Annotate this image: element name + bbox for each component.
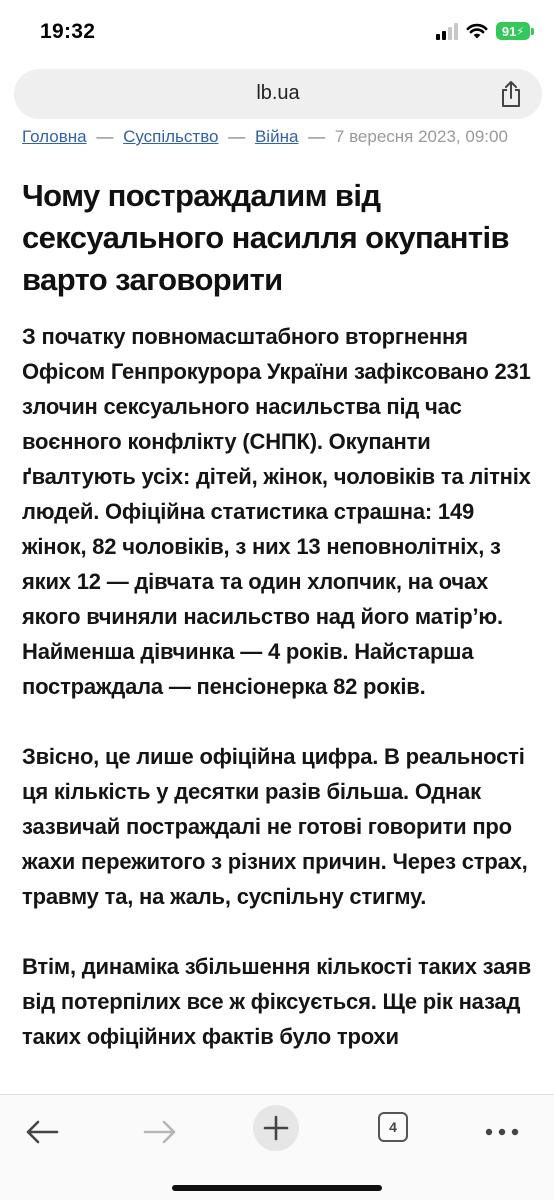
tabs-icon[interactable] [378, 1112, 408, 1142]
plus-icon [263, 1115, 289, 1141]
tab-count: 4 [389, 1119, 397, 1135]
status-bar [0, 0, 554, 66]
breadcrumb-society-link[interactable]: Суспільство [123, 127, 219, 146]
address-bar[interactable] [14, 69, 542, 119]
breadcrumb-separator: — [308, 127, 326, 146]
status-icons [436, 22, 530, 40]
breadcrumb-home-link[interactable]: Головна [22, 127, 87, 146]
breadcrumb-separator: — [228, 127, 246, 146]
more-icon [485, 1128, 519, 1136]
article-paragraph: Втім, динаміка збільшення кількості таких заяв від потерпілих все ж фіксується. Ще рік назад таких офіційних фактів було трохи [22, 954, 532, 1049]
breadcrumb [22, 127, 508, 147]
battery-level: 91 [501, 23, 517, 39]
battery-icon: 91 ⚡ [496, 22, 530, 40]
status-time: 19:32 [40, 20, 96, 43]
article-title: Чому постраждалим від сексуального насилля окупантів варто заговорити [22, 178, 509, 297]
article-date: 7 вересня 2023, 09:00 [334, 127, 508, 146]
breadcrumb-war-link[interactable]: Війна [254, 127, 299, 146]
forward-arrow-icon [142, 1119, 178, 1145]
browser-toolbar [0, 1094, 554, 1200]
breadcrumb-separator: — [96, 127, 114, 146]
home-indicator [172, 1185, 382, 1191]
url-text[interactable]: lb.ua [256, 82, 300, 104]
signal-icon [436, 22, 458, 40]
back-button[interactable] [20, 1107, 64, 1157]
article-body [22, 319, 537, 1089]
more-button[interactable] [482, 1107, 522, 1157]
new-tab-button[interactable] [253, 1105, 299, 1151]
back-arrow-icon [24, 1119, 60, 1145]
share-icon[interactable] [498, 79, 524, 109]
article-paragraph: З початку повномасштабного вторгнення Офісом Генпрокурора України зафіксовано 231 злочин сексуального насильства під час воєнного конфлікту (СНПК). Окупанти ґвалтують усіх: дітей, жінок, чоловіків та літніх людей. Офіційна статистика страшна: 149 жінок, 82 чоловіків, з них 13 неповнолітніх, з яких 12 — дівчата та один хлопчик, на очах якого вчиняли насильство над його матір’ю. Найменша дівчинка — 4 років. Найстарша постраждала — пенсіонерка 82 років. [22, 324, 531, 699]
article-paragraph: Звісно, це лише офіційна цифра. В реальності ця кількість у десятки разів більша. Однак зазвичай постраждалі не готові говорити про жахи пережитого з різних причин. Через страх, травму та, на жаль, суспільну стигму. [22, 744, 528, 909]
page-content [0, 119, 554, 1094]
forward-button[interactable] [138, 1107, 182, 1157]
wifi-icon [466, 22, 488, 40]
